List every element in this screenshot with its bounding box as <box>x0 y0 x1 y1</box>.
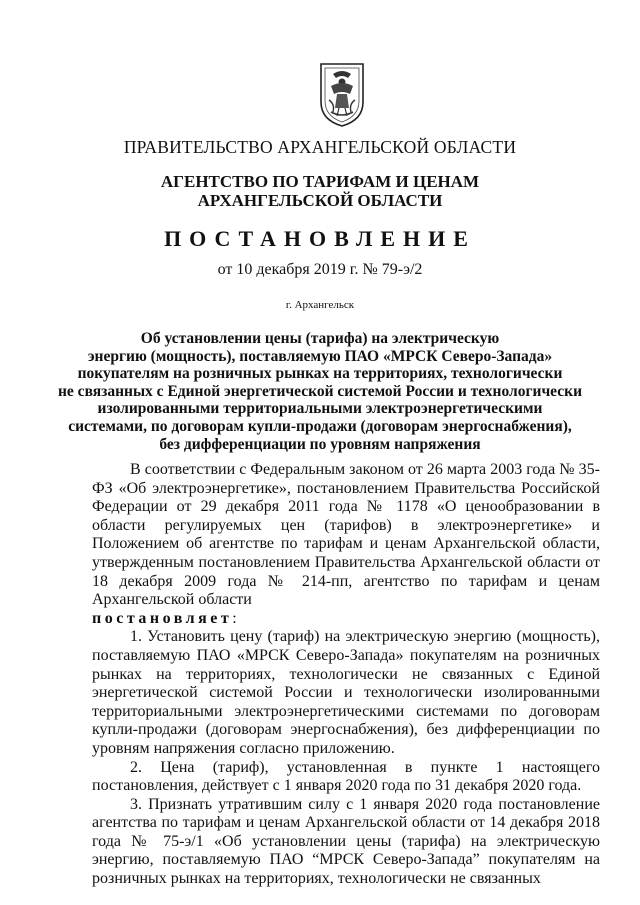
title-line: покупателям на розничных рынках на территориях, технологически <box>77 365 563 383</box>
document-title <box>0 330 640 453</box>
city: г. Архангельск <box>285 299 355 311</box>
coat-of-arms-emblem <box>317 60 367 128</box>
preamble-paragraph: В соответствии с Федеральным законом от 26 марта 2003 года № 35-ФЗ «Об электроэнергетике», постановлением Правительства Российской Федерации от 29 декабря 2011 года № 1178 «О ценообразовании в области регулируемых цен (тарифов) в электроэнергетике» и Положением об агентстве по тарифам и ценам Архангельской области, утвержденным постановлением Правительства Архангельской области от 18 декабря 2009 года № 214-пп, агентство по тарифам и ценам Архангельской области <box>92 461 600 609</box>
decree-word: постановляет <box>92 609 233 627</box>
title-line: энергию (мощность), поставляемую ПАО «МРСК Северо-Запада» <box>87 347 553 365</box>
item-2-paragraph: 2. Цена (тариф), установленная в пункте 1 настоящего постановления, действует с 1 января 2020 года по 31 декабря 2020 года. <box>92 758 600 795</box>
government-name: ПРАВИТЕЛЬСТВО АРХАНГЕЛЬСКОЙ ОБЛАСТИ <box>123 137 517 157</box>
title-line: Об установлении цены (тарифа) на электрическую <box>140 330 500 347</box>
item-3-paragraph: 3. Признать утратившим силу с 1 января 2020 года постановление агентства по тарифам и ценам Архангельской области от 14 декабря 2018 года № 75-э/1 «Об установлении цены (тарифа) на электрическую энергию, поставляемую ПАО “МРСК Северо-Запада” покупателям на розничных рынках на территориях, технологически не связанных <box>92 795 600 888</box>
item-1-paragraph: 1. Установить цену (тариф) на электрическую энергию (мощность), поставляемую ПАО «МРСК Северо-Запада» покупателям на розничных рынках на территориях, технологически не связанных с Единой энергетической системой России и технологически изолированными территориальными электроэнергетическими системами по договорам купли-продажи (договорам энергоснабжения), без дифференциации по уровням напряжения согласно приложению. <box>92 628 600 757</box>
title-line: без дифференциации по уровням напряжения <box>159 435 481 453</box>
document-body <box>92 461 600 889</box>
title-line: изолированными территориальными электроэнергетическими <box>97 400 543 418</box>
title-line: системами, по договорам купли-продажи (договорам энергоснабжения), <box>68 417 572 435</box>
agency-line-2: АРХАНГЕЛЬСКОЙ ОБЛАСТИ <box>197 191 443 210</box>
agency-line-1: АГЕНТСТВО ПО ТАРИФАМ И ЦЕНАМ <box>160 172 480 191</box>
document-type: ПОСТАНОВЛЕНИЕ <box>164 226 476 251</box>
decree-colon: : <box>232 609 237 627</box>
agency-name <box>0 172 640 210</box>
decree-line <box>92 610 600 629</box>
title-line: не связанных с Единой энергетической системой России и технологически <box>58 382 582 400</box>
date-number: от 10 декабря 2019 г. № 79-э/2 <box>217 261 423 278</box>
